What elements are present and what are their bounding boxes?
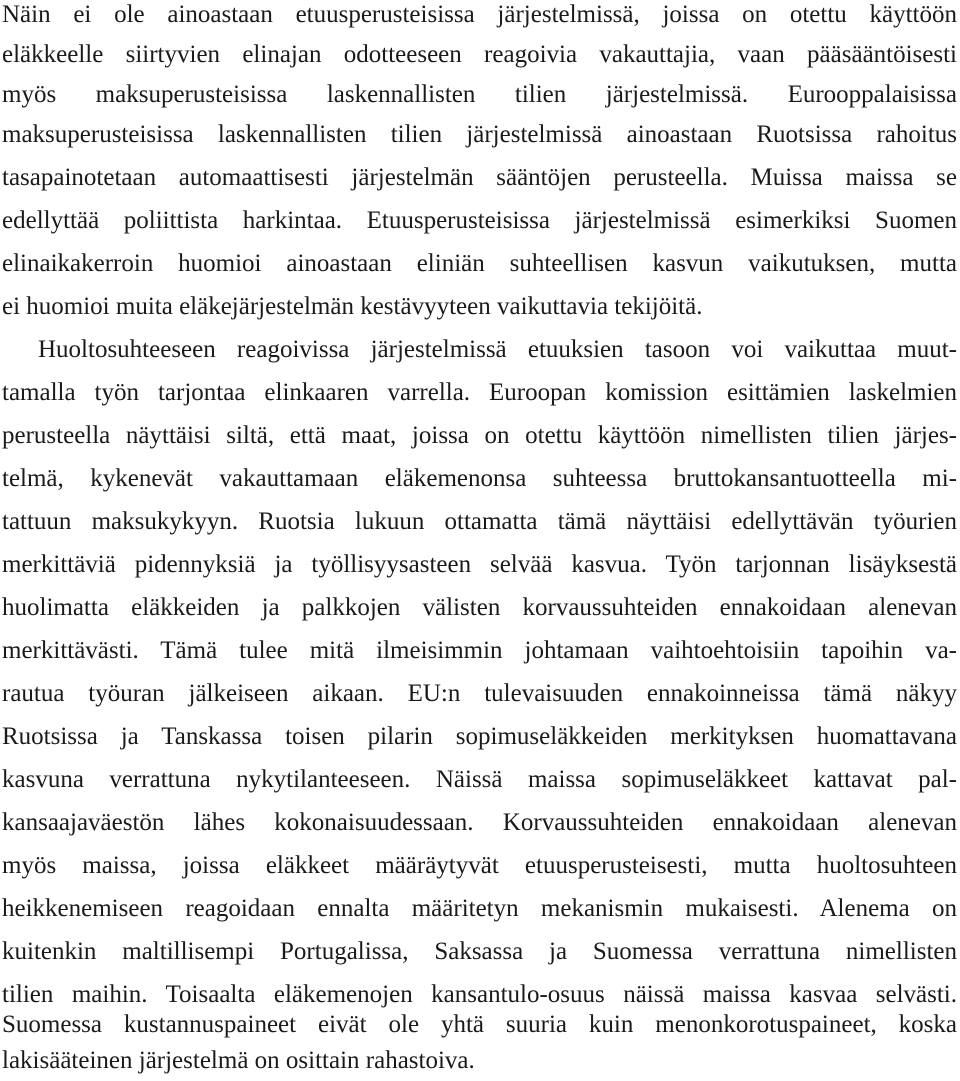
paragraph-line: lakisääteinen järjestelmä on osittain rahastoiva. [2, 1047, 475, 1074]
paragraph-line: edellyttää poliittista harkintaa. Etuusperusteisissa järjestelmissä esimerkiksi Suomen [2, 207, 957, 234]
paragraph-line: myös maksuperusteisissa laskennallisten tilien järjestelmissä. Eurooppalaisissa [2, 81, 957, 108]
paragraph-line: eläkkeelle siirtyvien elinajan odotteeseen reagoivia vakauttajia, vaan pääsääntöisesti [2, 41, 957, 68]
paragraph-line: huolimatta eläkkeiden ja palkkojen välisten korvaussuhteiden ennakoidaan alenevan [2, 594, 957, 621]
paragraph-line: rautua työuran jälkeiseen aikaan. EU:n tulevaisuuden ennakoinneissa tämä näkyy [2, 680, 957, 707]
paragraph-line: Huoltosuhteeseen reagoivissa järjestelmissä etuuksien tasoon voi vaikuttaa muut- [38, 336, 957, 363]
paragraph-line: tamalla työn tarjontaa elinkaaren varrella. Euroopan komission esittämien laskelmien [2, 379, 957, 406]
paragraph-line: kasvuna verrattuna nykytilanteeseen. Näissä maissa sopimuseläkkeet kattavat pal- [2, 766, 957, 793]
paragraph-line: kansaajaväestön lähes kokonaisuudessaan. Korvaussuhteiden ennakoidaan alenevan [2, 809, 957, 836]
paragraph-line: ei huomioi muita eläkejärjestelmän kestävyyteen vaikuttavia tekijöitä. [2, 293, 703, 320]
paragraph-line: Suomessa kustannuspaineet eivät ole yhtä suuria kuin menonkorotuspaineet, koska [2, 1011, 957, 1038]
paragraph-line: telmä, kykenevät vakauttamaan eläkemenonsa suhteessa bruttokansantuotteella mi- [2, 465, 957, 492]
paragraph-line: heikkenemiseen reagoidaan ennalta määritetyn mekanismin mukaisesti. Alenema on [2, 895, 957, 922]
paragraph-line: kuitenkin maltillisempi Portugalissa, Saksassa ja Suomessa verrattuna nimellisten [2, 938, 957, 965]
paragraph-line: tasapainotetaan automaattisesti järjestelmän sääntöjen perusteella. Muissa maissa se [2, 164, 957, 191]
paragraph-line: tattuun maksukykyyn. Ruotsia lukuun ottamatta tämä näyttäisi edellyttävän työurien [2, 508, 957, 535]
paragraph-line: perusteella näyttäisi siltä, että maat, joissa on otettu käyttöön nimellisten tilien järjes- [2, 422, 957, 449]
paragraph-line: elinaikakerroin huomioi ainoastaan eliniän suhteellisen kasvun vaikutuksen, mutta [2, 250, 957, 277]
paragraph-line: Ruotsissa ja Tanskassa toisen pilarin sopimuseläkkeiden merkityksen huomattavana [2, 723, 957, 750]
paragraph-line: tilien maihin. Toisaalta eläkemenojen kansantulo-osuus näissä maissa kasvaa selvästi. [2, 981, 957, 1008]
paragraph-line: myös maissa, joissa eläkkeet määräytyvät etuusperusteisesti, mutta huoltosuhteen [2, 852, 957, 879]
paragraph-line: merkittävästi. Tämä tulee mitä ilmeisimmin johtamaan vaihtoehtoisiin tapoihin va- [2, 637, 957, 664]
paragraph-line: maksuperusteisissa laskennallisten tilien järjestelmissä ainoastaan Ruotsissa rahoitus [2, 121, 957, 148]
paragraph-line: Näin ei ole ainoastaan etuusperusteisissa järjestelmissä, joissa on otettu käyttöön [2, 1, 957, 28]
paragraph-line: merkittäviä pidennyksiä ja työllisyysasteen selvää kasvua. Työn tarjonnan lisäyksestä [2, 551, 957, 578]
